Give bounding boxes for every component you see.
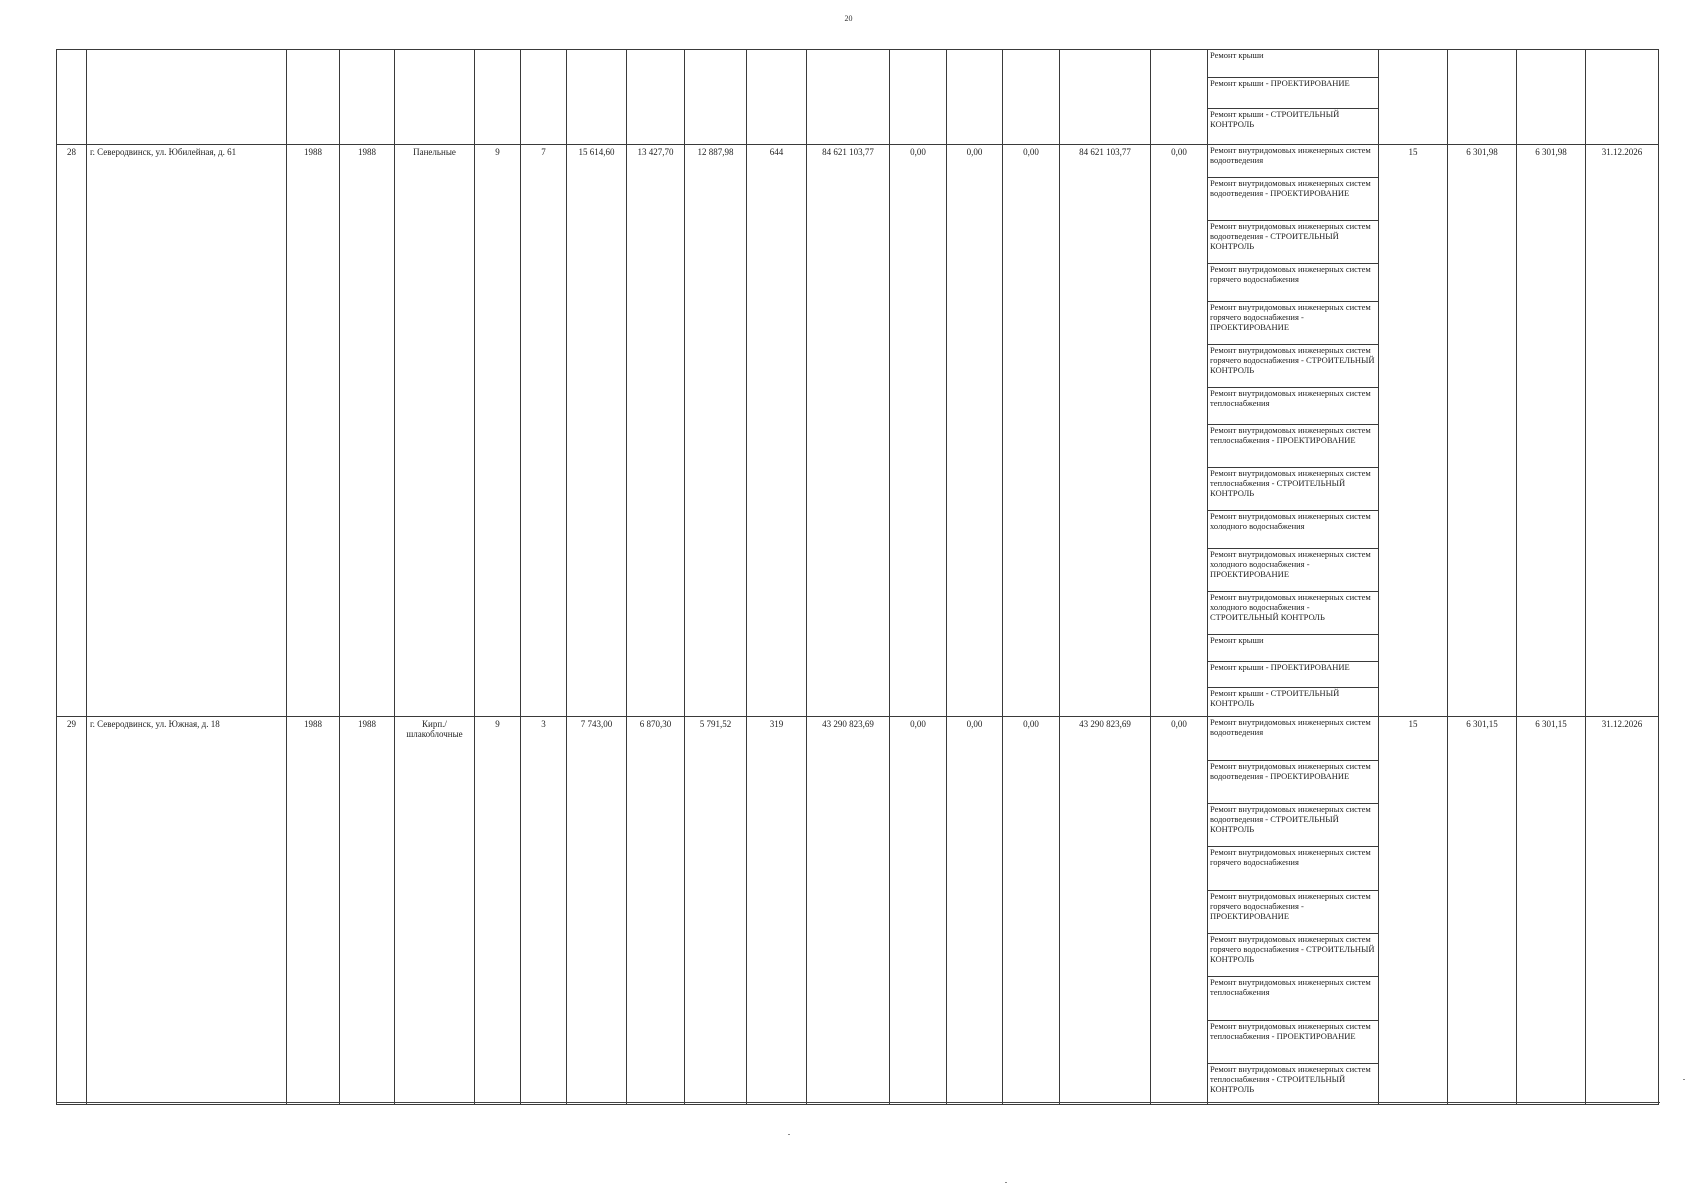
cost-regional: 0,00 [947,145,1003,717]
total-area: 7 743,00 [567,717,627,1105]
work-item: Ремонт крыши - ПРОЕКТИРОВАНИЕ [1208,78,1378,109]
work-list [1208,717,1379,1105]
work-item: Ремонт крыши - СТРОИТЕЛЬНЫЙ КОНТРОЛЬ [1210,109,1340,129]
work-list [1208,145,1379,717]
page-number: 20 [844,14,853,23]
year-commissioning: 1988 [340,145,395,717]
cost-total: 84 621 103,77 [807,145,890,717]
wall-material: Панельные [395,145,475,717]
area-total-premises: 6 870,30 [627,717,685,1105]
work-item: Ремонт внутридомовых инженерных систем горячего водоснабжения - СТРОИТЕЛЬНЫЙ КОНТРОЛЬ [1208,345,1378,388]
work-item: Ремонт внутридомовых инженерных систем водоотведения [1208,717,1378,761]
work-item: Ремонт крыши - ПРОЕКТИРОВАНИЕ [1208,662,1378,688]
work-item: Ремонт крыши [1208,635,1378,662]
limit-cost: 6 301,15 [1517,717,1586,1105]
work-item: Ремонт внутридомовых инженерных систем холодного водоснабжения [1208,511,1378,549]
work-item: Ремонт внутридомовых инженерных систем водоотведения - ПРОЕКТИРОВАНИЕ [1208,761,1378,804]
work-count: 15 [1379,145,1448,717]
work-item: Ремонт внутридомовых инженерных систем холодного водоснабжения - СТРОИТЕЛЬНЫЙ КОНТРОЛЬ [1208,592,1378,635]
work-item: Ремонт внутридомовых инженерных систем теплоснабжения - ПРОЕКТИРОВАНИЕ [1208,425,1378,468]
cost-other: 0,00 [1151,145,1208,717]
address: г. Северодвинск, ул. Южная, д. 18 [87,717,287,1105]
work-item: Ремонт внутридомовых инженерных систем горячего водоснабжения - ПРОЕКТИРОВАНИЕ [1208,302,1378,345]
cost-federal: 0,00 [890,717,947,1105]
unit-cost: 6 301,15 [1448,717,1517,1105]
cost-local: 0,00 [1003,145,1060,717]
work-item: Ремонт внутридомовых инженерных систем теплоснабжения - СТРОИТЕЛЬНЫЙ КОНТРОЛЬ [1208,468,1378,511]
capital-repair-register-table [56,49,1659,1105]
work-item: Ремонт внутридомовых инженерных систем горячего водоснабжения [1208,847,1378,891]
work-item: Ремонт крыши [1208,50,1378,78]
work-item: Ремонт внутридомовых инженерных систем горячего водоснабжения - ПРОЕКТИРОВАНИЕ [1208,891,1378,934]
area-total-premises: 13 427,70 [627,145,685,717]
total-area: 15 614,60 [567,145,627,717]
work-item: Ремонт внутридомовых инженерных систем теплоснабжения - ПРОЕКТИРОВАНИЕ [1208,1021,1378,1064]
year-built: 1988 [287,145,340,717]
residents: 319 [747,717,807,1105]
entrances: 3 [521,717,567,1105]
work-count: 15 [1379,717,1448,1105]
floors: 9 [475,145,521,717]
table-bottom-rule [56,1102,1660,1103]
scan-speck [1005,1182,1007,1183]
table-row-continuation [57,50,1659,145]
address: г. Северодвинск, ул. Юбилейная, д. 61 [87,145,287,717]
work-item: Ремонт внутридомовых инженерных систем водоотведения [1208,145,1378,178]
limit-cost: 6 301,98 [1517,145,1586,717]
scan-speck [788,1134,790,1135]
work-item: Ремонт крыши - СТРОИТЕЛЬНЫЙ КОНТРОЛЬ [1210,688,1340,708]
cost-other: 0,00 [1151,717,1208,1105]
cost-total: 43 290 823,69 [807,717,890,1105]
cost-regional: 0,00 [947,717,1003,1105]
wall-material: Кирп./ шлакоблочные [395,717,475,1105]
scan-speck [1683,1079,1685,1080]
row-number: 29 [57,717,87,1105]
work-item: Ремонт внутридомовых инженерных систем водоотведения - ПРОЕКТИРОВАНИЕ [1208,178,1378,221]
area-residential: 12 887,98 [685,145,747,717]
work-item: Ремонт внутридомовых инженерных систем горячего водоснабжения - СТРОИТЕЛЬНЫЙ КОНТРОЛЬ [1208,934,1378,977]
year-built: 1988 [287,717,340,1105]
work-item: Ремонт внутридомовых инженерных систем теплоснабжения - СТРОИТЕЛЬНЫЙ КОНТРОЛЬ [1210,1064,1371,1094]
work-list [1208,50,1379,145]
area-residential: 5 791,52 [685,717,747,1105]
cost-owners: 43 290 823,69 [1060,717,1151,1105]
work-item: Ремонт внутридомовых инженерных систем теплоснабжения [1208,388,1378,425]
floors: 9 [475,717,521,1105]
work-item: Ремонт внутридомовых инженерных систем водоотведения - СТРОИТЕЛЬНЫЙ КОНТРОЛЬ [1208,221,1378,264]
deadline: 31.12.2026 [1586,717,1659,1105]
row-number: 28 [57,145,87,717]
work-item: Ремонт внутридомовых инженерных систем теплоснабжения [1208,977,1378,1021]
cost-federal: 0,00 [890,145,947,717]
unit-cost: 6 301,98 [1448,145,1517,717]
table-row [57,145,1659,717]
entrances: 7 [521,145,567,717]
year-commissioning: 1988 [340,717,395,1105]
table-row [57,717,1659,1105]
cost-local: 0,00 [1003,717,1060,1105]
cost-owners: 84 621 103,77 [1060,145,1151,717]
work-item: Ремонт внутридомовых инженерных систем холодного водоснабжения - ПРОЕКТИРОВАНИЕ [1208,549,1378,592]
residents: 644 [747,145,807,717]
work-item: Ремонт внутридомовых инженерных систем водоотведения - СТРОИТЕЛЬНЫЙ КОНТРОЛЬ [1208,804,1378,847]
work-item: Ремонт внутридомовых инженерных систем горячего водоснабжения [1208,264,1378,302]
deadline: 31.12.2026 [1586,145,1659,717]
